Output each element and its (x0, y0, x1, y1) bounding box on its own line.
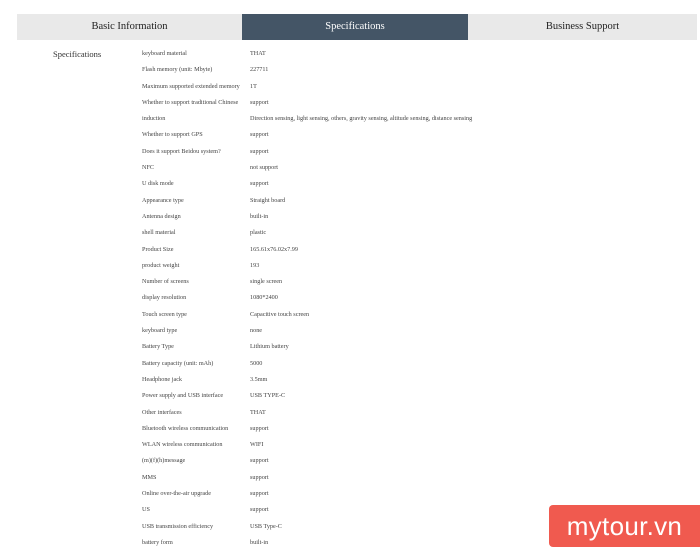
spec-value: support (250, 473, 269, 481)
spec-value: support (250, 98, 269, 106)
spec-key: display resolution (142, 294, 187, 302)
spec-value: support (250, 490, 269, 498)
spec-value: 1080*2400 (250, 294, 278, 302)
spec-key: shell material (142, 229, 176, 237)
spec-value: Straight board (250, 196, 286, 204)
spec-key: Power supply and USB interface (142, 392, 224, 400)
spec-row (142, 99, 662, 115)
spec-row (142, 229, 662, 245)
tab-specifications[interactable]: Specifications (242, 14, 468, 40)
spec-key: U disk mode (142, 180, 174, 188)
spec-value: single screen (250, 278, 283, 286)
spec-key: Does it support Beidou system? (142, 147, 221, 155)
spec-value: USB TYPE-C (250, 392, 286, 400)
tab-bar (17, 14, 697, 40)
spec-key: Whether to support GPS (142, 131, 203, 139)
spec-key: US (142, 506, 150, 514)
spec-row (142, 115, 662, 131)
spec-key: induction (142, 115, 166, 123)
spec-row (142, 409, 662, 425)
spec-row (142, 441, 662, 457)
spec-row (142, 213, 662, 229)
spec-row (142, 278, 662, 294)
spec-value: Capacitive touch screen (250, 310, 310, 318)
spec-row (142, 294, 662, 310)
spec-key: WLAN wireless communication (142, 441, 223, 449)
spec-value: 193 (250, 261, 260, 269)
spec-row (142, 343, 662, 359)
spec-value: not support (250, 164, 279, 172)
tab-business-support[interactable]: Business Support (468, 14, 697, 40)
spec-row (142, 392, 662, 408)
spec-key: MMS (142, 473, 157, 481)
spec-key: Antenna design (142, 212, 181, 220)
spec-row (142, 164, 662, 180)
spec-row (142, 376, 662, 392)
spec-key: Number of screens (142, 278, 189, 286)
spec-key: NFC (142, 164, 155, 172)
spec-value: support (250, 506, 269, 514)
spec-table (142, 50, 662, 555)
spec-row (142, 66, 662, 82)
tab-basic-information[interactable]: Basic Information (17, 14, 242, 40)
spec-key: Touch screen type (142, 310, 187, 318)
spec-key: Whether to support traditional Chinese (142, 98, 239, 106)
spec-key: Product Size (142, 245, 174, 253)
spec-value: built-in (250, 212, 269, 220)
spec-row (142, 246, 662, 262)
spec-value: THAT (250, 408, 266, 416)
spec-value: Lithium battery (250, 343, 289, 351)
spec-value: plastic (250, 229, 267, 237)
spec-row (142, 457, 662, 473)
section-title: Specifications (53, 49, 102, 59)
spec-value: support (250, 457, 269, 465)
spec-row (142, 474, 662, 490)
spec-value: THAT (250, 50, 266, 57)
spec-key: Flash memory (unit: Mbyte) (142, 66, 213, 74)
spec-row (142, 490, 662, 506)
spec-value: WIFI (250, 441, 264, 449)
spec-value: support (250, 147, 269, 155)
spec-row (142, 197, 662, 213)
spec-row (142, 180, 662, 196)
spec-key: Appearance type (142, 196, 184, 204)
spec-value: built-in (250, 538, 269, 546)
spec-key: Battery Type (142, 343, 174, 351)
spec-key: (m)(f)(h)message (142, 457, 186, 465)
spec-row (142, 360, 662, 376)
spec-key: Maximum supported extended memory (142, 82, 240, 90)
spec-key: Online over-the-air upgrade (142, 490, 211, 498)
spec-key: USB transmission efficiency (142, 522, 214, 530)
mytour-logo: mytour.vn (549, 505, 700, 547)
spec-value: USB Type-C (250, 522, 282, 530)
spec-key: keyboard type (142, 327, 178, 335)
spec-value: 165.61x76.02x7.99 (250, 245, 298, 253)
spec-row (142, 327, 662, 343)
spec-key: product weight (142, 261, 180, 269)
spec-value: 5000 (250, 359, 263, 367)
spec-value: Direction sensing, light sensing, others, gravity sensing, altitude sensing, distance sensing (250, 115, 473, 123)
spec-row (142, 425, 662, 441)
spec-key: Other interfaces (142, 408, 182, 416)
spec-value: none (250, 327, 263, 335)
spec-row (142, 131, 662, 147)
spec-key: keyboard material (142, 50, 187, 57)
spec-row (142, 262, 662, 278)
spec-value: 3.5mm (250, 375, 268, 383)
spec-row (142, 148, 662, 164)
spec-key: Battery capacity (unit: mAh) (142, 359, 214, 367)
spec-value: 227711 (250, 66, 269, 74)
spec-value: 1T (250, 82, 257, 90)
spec-value: support (250, 180, 269, 188)
spec-value: support (250, 131, 269, 139)
spec-key: Bluetooth wireless communication (142, 424, 229, 432)
spec-key: battery form (142, 538, 173, 546)
spec-row (142, 50, 662, 66)
spec-value: support (250, 424, 269, 432)
spec-row (142, 83, 662, 99)
spec-key: Headphone jack (142, 375, 183, 383)
spec-row (142, 311, 662, 327)
